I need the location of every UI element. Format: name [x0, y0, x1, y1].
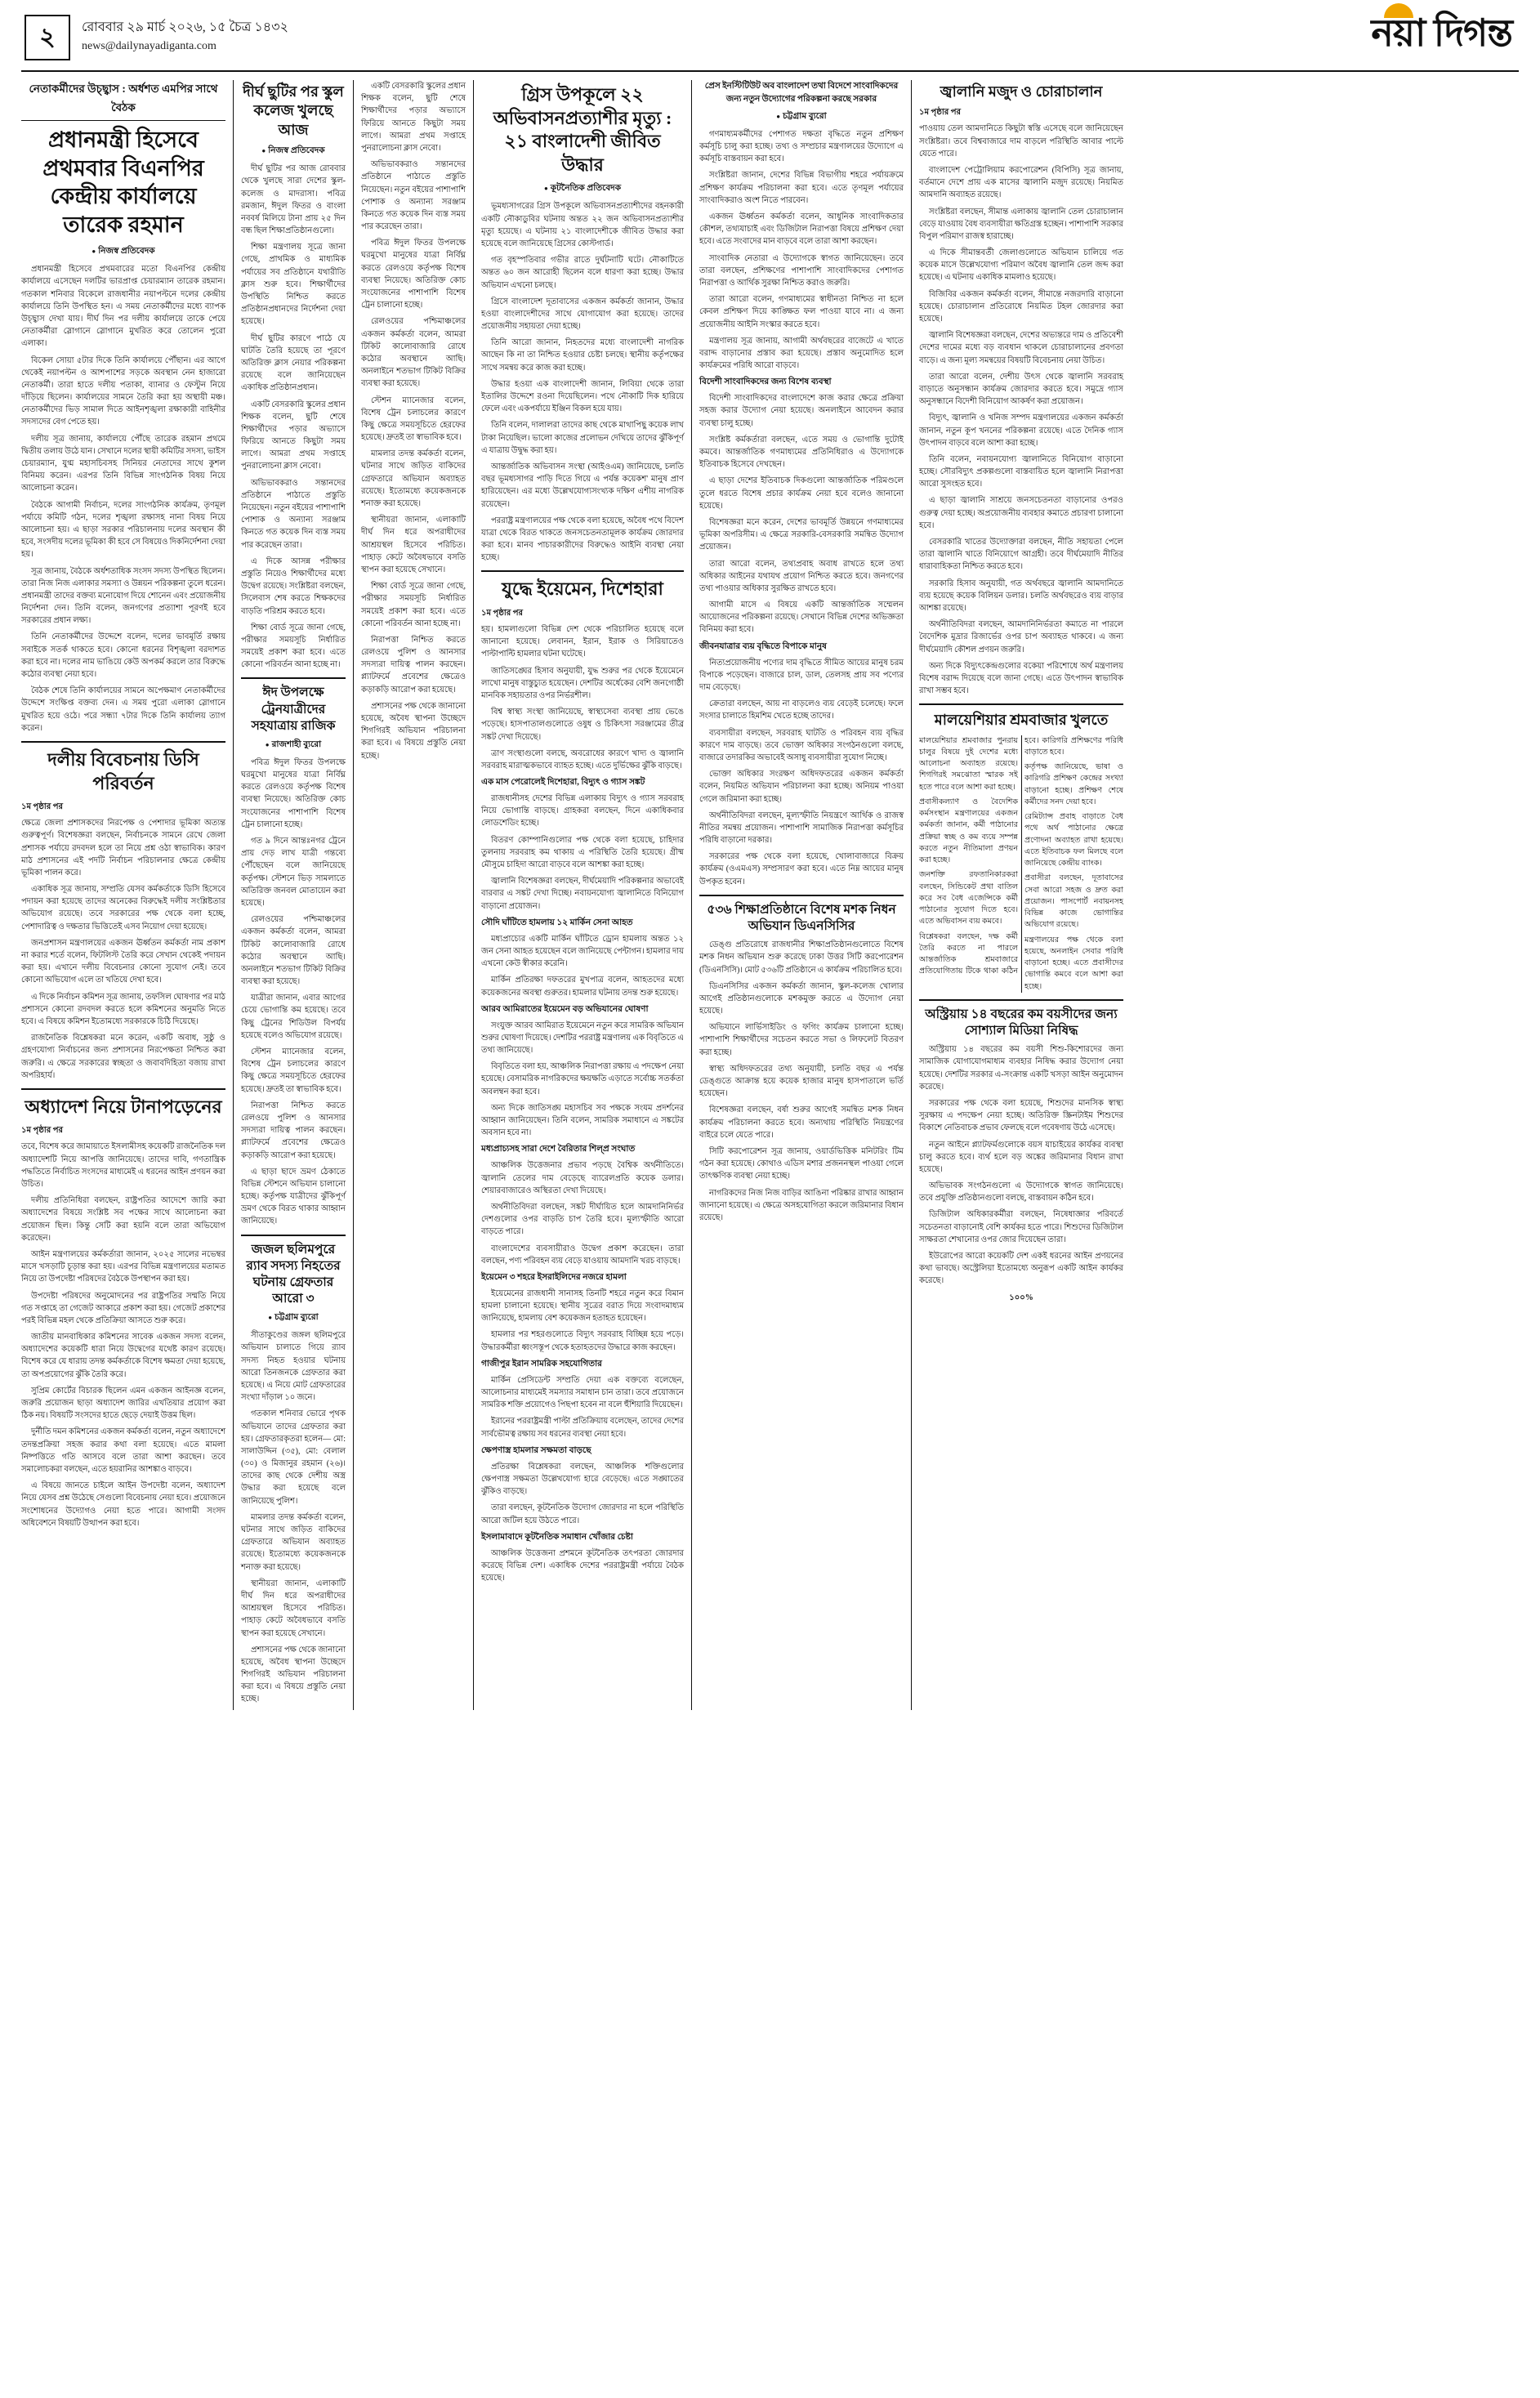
col4-sub-continuation: ১ম পৃষ্ঠার পর — [481, 609, 524, 618]
col2-sub1-para: এ ছাড়া ছাদে ভ্রমণ ঠেকাতে বিভিন্ন স্টেশনে অভিযান চালানো হচ্ছে। কর্তৃপক্ষ যাত্রীদের ঝুঁকিপূর্ণ ভ্রমণ থেকে বিরত থাকার আহ্বান জানিয়েছে। — [241, 1167, 346, 1226]
col5-para: গণমাধ্যমকর্মীদের পেশাগত দক্ষতা বৃদ্ধিতে নতুন প্রশিক্ষণ কর্মসূচি চালু করা হচ্ছে। তথ্য ও সম্প্রচার মন্ত্রণালয়ের উদ্যোগে এ কর্মসূচি বাস্তবায়ন করা হবে। — [699, 129, 904, 164]
col2-para: শিক্ষা বোর্ড সূত্রে জানা গেছে, পরীক্ষার সময়সূচি নির্ধারিত সময়েই প্রকাশ করা হবে। এতে কোনো পরিবর্তন আনা হচ্ছে না। — [241, 623, 346, 670]
col6-sub-para: বিশ্লেষকরা বলছেন, দক্ষ কর্মী তৈরি করতে না পারলে আন্তর্জাতিক শ্রমবাজারে প্রতিযোগিতায় টিকে থাকা কঠিন হবে। কারিগরি প্রশিক্ষণের পরিধি বাড়াতে হবে। — [919, 736, 1123, 976]
col6-bottom-para: নতুন আইনে প্ল্যাটফর্মগুলোকে বয়স যাচাইয়ের কার্যকর ব্যবস্থা চালু করতে হবে। ব্যর্থ হলে বড় অঙ্কের জরিমানার বিধান রাখা হয়েছে। — [919, 1140, 1123, 1174]
col6-para: বিজিবির একজন কর্মকর্তা বলেন, সীমান্তে নজরদারি বাড়ানো হয়েছে। চোরাচালান প্রতিরোধে নিয়মিত টহল জোরদার করা হয়েছে। — [919, 289, 1123, 324]
col1-sub2-continuation: ১ম পৃষ্ঠার পর — [21, 1126, 64, 1136]
col6-para: তিনি বলেন, নবায়নযোগ্য জ্বালানিতে বিনিয়োগ বাড়ানো হচ্ছে। সৌরবিদ্যুৎ প্রকল্পগুলো বাস্তবায়িত হলে জ্বালানি নিরাপত্তা আরো সুসংহত হবে। — [919, 454, 1123, 489]
col4-mid-sub5: ইয়েমেন ৩ শহরে ইসরাইলিদের নজরে হামলা — [481, 1272, 627, 1282]
col2-para: এ দিকে আসন্ন পরীক্ষার প্রস্তুতি নিয়েও শিক্ষার্থীদের মধ্যে উদ্বেগ রয়েছে। সংশ্লিষ্টরা বলছেন, সিলেবাস শেষ করতে শিক্ষকদের বাড়তি পরিশ্রম করতে হবে। — [241, 556, 346, 616]
col5-midsub2-para: নিত্যপ্রয়োজনীয় পণ্যের দাম বৃদ্ধিতে সীমিত আয়ের মানুষ চরম বিপাকে পড়েছেন। বাজারে চাল, ডাল, তেলসহ প্রায় সব পণ্যের দাম বেড়েছে। — [699, 658, 904, 693]
col2-sub1-para: নিরাপত্তা নিশ্চিত করতে রেলওয়ে পুলিশ ও আনসার সদস্যরা দায়িত্ব পালন করছেন। প্ল্যাটফর্মে প্রবেশের ক্ষেত্রেও কড়াকড়ি আরোপ করা হয়েছে। — [241, 1101, 346, 1160]
col5-divider — [699, 895, 904, 896]
column-5 — [699, 80, 904, 1710]
col5-bottom-para: নাগরিকদের নিজ নিজ বাড়ির আঙিনা পরিষ্কার রাখার আহ্বান জানানো হয়েছে। এ ক্ষেত্রে অসহযোগিতা করলে জরিমানার বিধান রয়েছে। — [699, 1188, 904, 1222]
col1-para: তিনি নেতাকর্মীদের উদ্দেশে বলেন, দলের ভাবমূর্তি রক্ষায় সবাইকে সতর্ক থাকতে হবে। কোনো ধরনের বিশৃঙ্খলা বরদাশত করা হবে না। দলের নাম ভাঙিয়ে কেউ অপকর্ম করলে তার বিরুদ্ধে কঠোর ব্যবস্থা নেয়া হবে। — [21, 632, 225, 679]
col5-midsub1-para: সংশ্লিষ্ট কর্মকর্তারা বলছেন, এতে সময় ও ভোগান্তি দুটোই কমবে। আন্তর্জাতিক গণমাধ্যমের প্রতিনিধিরাও এ উদ্যোগকে ইতিবাচক হিসেবে দেখছেন। — [699, 435, 904, 470]
col5-midsub2-para: ক্রেতারা বলছেন, আয় না বাড়লেও ব্যয় বেড়েই চলেছে। ফলে সংসার চালাতে হিমশিম খেতে হচ্ছে তাদের। — [699, 699, 904, 721]
col5-midsub1-para: এ ছাড়া দেশের ইতিবাচক দিকগুলো আন্তর্জাতিক পরিমণ্ডলে তুলে ধরতে বিশেষ প্রচার কার্যক্রম নেয়া হবে বলেও জানানো হয়েছে। — [699, 476, 904, 511]
col6-para: জ্বালানি বিশেষজ্ঞরা বলছেন, দেশের অভ্যন্তরে দাম ও প্রতিবেশী দেশের দামের মধ্যে বড় ব্যবধান থাকলে চোরাচালানের প্রবণতা বাড়ে। এ জন্য মূল্য সমন্বয়ের বিষয়টি বিবেচনায় নেয়া উচিত। — [919, 331, 1123, 365]
col6-para: বেসরকারি খাতের উদ্যোক্তারা বলছেন, নীতি সহায়তা পেলে তারা জ্বালানি খাতে বিনিয়োগে আগ্রহী। তবে দীর্ঘমেয়াদি নীতির ধারাবাহিকতা নিশ্চিত করতে হবে। — [919, 538, 1123, 572]
masthead — [0, 0, 1540, 65]
col1-sub2-para: তবে, বিশেষ করে জামায়াতে ইসলামীসহ কয়েকটি রাজনৈতিক দল অধ্যাদেশটি নিয়ে আপত্তি জানিয়েছে। তাদের দাবি, গণতান্ত্রিক পদ্ধতিতে নির্বাচিত সংসদের মাধ্যমেই এ ধরনের আইন প্রণয়ন করা উচিত। — [21, 1142, 225, 1190]
col5-bottom-para: বিশেষজ্ঞরা বলছেন, বর্ষা শুরুর আগেই সমন্বিত মশক নিধন কার্যক্রম পরিচালনা করতে হবে। অন্যথায় পরিস্থিতি নিয়ন্ত্রণের বাইরে চলে যেতে পারে। — [699, 1105, 904, 1140]
col3-spill-para: মামলার তদন্ত কর্মকর্তা বলেন, ঘটনার সাথে জড়িত বাকিদের গ্রেফতারে অভিযান অব্যাহত রয়েছে। ইতোমধ্যে কয়েকজনকে শনাক্ত করা হয়েছে। — [361, 449, 466, 508]
col6-sub-headline: মালয়েশিয়ার শ্রমবাজার খুলতে — [934, 712, 1109, 729]
col6-sub-para: মালয়েশিয়ার শ্রমবাজার পুনরায় চালুর বিষয়ে দুই দেশের মধ্যে আলোচনা অব্যাহত রয়েছে। শিগগিরই সমঝোতা স্মারক সই হতে পারে বলে আশা করা হচ্ছে। — [919, 736, 1018, 792]
col4-midsub1-para: রাজধানীসহ দেশের বিভিন্ন এলাকায় বিদ্যুৎ ও গ্যাস সরবরাহ নিয়ে ভোগান্তি বাড়ছে। গ্রাহকরা বলছেন, দিনে একাধিকবার লোডশেডিং হচ্ছে। — [481, 794, 684, 828]
col4-sub-para: ত্রাণ সংস্থাগুলো বলছে, অবরোধের কারণে খাদ্য ও জ্বালানি সরবরাহ মারাত্মকভাবে ব্যাহত হচ্ছে। এতে দুর্ভিক্ষের ঝুঁকি বাড়ছে। — [481, 748, 684, 770]
col4-para: ভূমধ্যসাগরের গ্রিস উপকূলে অভিবাসনপ্রত্যাশীদের বহনকারী একটি নৌকাডুবির ঘটনায় অন্তত ২২ জন অভিবাসনপ্রত্যাশীর মৃত্যু হয়েছে। এ ঘটনায় ২১ বাংলাদেশীকে জীবিত উদ্ধার করা হয়েছে বলে জানিয়েছে গ্রিসের কোস্টগার্ড। — [481, 202, 684, 248]
column-6 — [919, 80, 1123, 1710]
col6-divider-2 — [919, 999, 1123, 1001]
col1-para: সূত্র জানায়, বৈঠকে অর্ধশতাধিক সংসদ সদস্য উপস্থিত ছিলেন। তারা নিজ নিজ এলাকার সমস্যা ও উন্নয়ন পরিকল্পনা তুলে ধরেন। প্রধানমন্ত্রী তাদের বক্তব্য মনোযোগ দিয়ে শোনেন এবং প্রয়োজনীয় নির্দেশনা দেন। তিনি বলেন, জনগণের প্রত্যাশা পূরণই হবে সরকারের প্রধান লক্ষ্য। — [21, 566, 225, 626]
col4-midsub3-para: সংযুক্ত আরব আমিরাত ইয়েমেনে নতুন করে সামরিক অভিযান শুরুর ঘোষণা দিয়েছে। দেশটির পররাষ্ট্র মন্ত্রণালয় এক বিবৃতিতে এ তথ্য জানিয়েছে। — [481, 1020, 684, 1056]
col1-divider-2 — [21, 1088, 225, 1090]
col4-midsub3-para: অন্য দিকে জাতিসঙ্ঘ মহাসচিব সব পক্ষকে সংযম প্রদর্শনের আহ্বান জানিয়েছেন। তিনি বলেন, সামরিক সমাধানে এ সঙ্কটের অবসান হবে না। — [481, 1103, 684, 1138]
col5-para: সংশ্লিষ্টরা জানান, দেশের বিভিন্ন বিভাগীয় শহরে পর্যায়ক্রমে প্রশিক্ষণ কার্যক্রম পরিচালনা করা হবে। এতে তৃণমূল পর্যায়ের সাংবাদিকরাও অংশ নিতে পারবেন। — [699, 171, 904, 205]
col1-sub1-para: এ দিকে নির্বাচন কমিশন সূত্র জানায়, তফসিল ঘোষণার পর মাঠ প্রশাসনে কোনো রদবদল করতে হলে কমিশনের অনুমতি নিতে হবে। এ বিষয়ে কমিশন ইতোমধ্যে সরকারকে চিঠি দিয়েছে। — [21, 992, 225, 1026]
column-rule — [691, 80, 692, 1710]
col4-midsub7-para: তারা বলছেন, কূটনৈতিক উদ্যোগ জোরদার না হলে পরিস্থিতি আরো জটিল হয়ে উঠতে পারে। — [481, 1503, 684, 1525]
column-rule — [911, 80, 912, 1710]
col6-percent: ১০০% — [1009, 1293, 1033, 1302]
col6-continuation: ১ম পৃষ্ঠার পর — [919, 108, 962, 118]
col5-midsub2-para: সরকারের পক্ষ থেকে বলা হয়েছে, খোলাবাজারে বিক্রয় কার্যক্রম (ওএমএস) সম্প্রসারণ করা হবে। এতে নিম্ন আয়ের মানুষ উপকৃত হবেন। — [699, 852, 904, 886]
col5-mid-sub2: জীবনযাত্রার ব্যয় বৃদ্ধিতে বিপাকে মানুষ — [699, 641, 827, 651]
col4-midsub7-para: প্রতিরক্ষা বিশ্লেষকরা বলছেন, আঞ্চলিক শক্তিগুলোর ক্ষেপণাস্ত্র সক্ষমতা উল্লেখযোগ্য হারে বেড়েছে। এতে সঙ্ঘাতের ঝুঁকিও বাড়ছে। — [481, 1462, 684, 1497]
col1-sub2-headline: অধ্যাদেশ নিয়ে টানাপড়েনের — [25, 1096, 222, 1117]
col4-midsub5-para: ইয়েমেনের রাজধানী সানাসহ তিনটি শহরে নতুন করে বিমান হামলা চালানো হয়েছে। স্থানীয় সূত্রের বরাত দিয়ে সংবাদমাধ্যম জানিয়েছে, হামলায় বেশ কয়েকজন হতাহত হয়েছেন। — [481, 1288, 684, 1324]
col5-bottom-para: ডেঙ্গু প্রতিরোধে রাজধানীর শিক্ষাপ্রতিষ্ঠানগুলোতে বিশেষ মশক নিধন অভিযান শুরু করেছে ঢাকা উত্তর সিটি করপোরেশন (ডিএনসিসি)। মোট ৫৩৬টি প্রতিষ্ঠানে এ কার্যক্রম পরিচালিত হবে। — [699, 940, 904, 975]
col6-bottom-para: ডিজিটাল অধিকারকর্মীরা বলছেন, নিষেধাজ্ঞার পরিবর্তে সচেতনতা বাড়ানোই বেশি কার্যকর হতে পারে। শিশুদের ডিজিটাল সাক্ষরতা শেখানোর ওপর জোর দিয়েছেন তারা। — [919, 1210, 1123, 1244]
col2-headline: দীর্ঘ ছুটির পর স্কুল কলেজ খুলছে আজ — [243, 83, 344, 138]
col6-sub-para: প্রবাসীরা বলছেন, দূতাবাসের সেবা আরো সহজ ও দ্রুত করা প্রয়োজন। পাসপোর্ট নবায়নসহ বিভিন্ন কাজে ভোগান্তির অভিযোগ রয়েছে। — [1024, 874, 1123, 930]
col1-sub2-para: উপদেষ্টা পরিষদের অনুমোদনের পর রাষ্ট্রপতির সম্মতি নিয়ে গত সপ্তাহে তা গেজেট আকারে প্রকাশ করা হয়। গেজেট প্রকাশের পরই বিভিন্ন মহল থেকে প্রতিক্রিয়া আসতে শুরু করে। — [21, 1291, 225, 1325]
col2-sub1-headline: ঈদ উপলক্ষে ট্রেনযাত্রীদের সহযাত্রায় রাজিক — [251, 685, 336, 733]
col3-spill-para: শিক্ষা বোর্ড সূত্রে জানা গেছে, পরীক্ষার সময়সূচি নির্ধারিত সময়েই প্রকাশ করা হবে। এতে কোনো পরিবর্তন আনা হচ্ছে না। — [361, 582, 466, 628]
col2-sub2-para: মামলার তদন্ত কর্মকর্তা বলেন, ঘটনার সাথে জড়িত বাকিদের গ্রেফতারে অভিযান অব্যাহত রয়েছে। ইতোমধ্যে কয়েকজনকে শনাক্ত করা হয়েছে। — [241, 1512, 346, 1572]
col1-sub1-para: জনপ্রশাসন মন্ত্রণালয়ের একজন ঊর্ধ্বতন কর্মকর্তা নাম প্রকাশ না করার শর্তে বলেন, ফিটলিস্ট তৈরি করে সেখান থেকেই পদায়ন করা হয়। এখানে দলীয় বিবেচনার কোনো সুযোগ নেই। তবে কোনো অভিযোগ এলে তা খতিয়ে দেখা হবে। — [21, 938, 225, 985]
column-rule — [353, 80, 354, 1710]
masthead-left — [25, 15, 288, 60]
col2-sub1-para: যাত্রীরা জানান, এবার আগের চেয়ে ভোগান্তি কম হয়েছে। তবে কিছু ট্রেনের শিডিউল বিপর্যয় হয়েছে বলেও অভিযোগ রয়েছে। — [241, 994, 346, 1040]
col4-bottom-sub: ইসলামাবাদে কূটনৈতিক সমাধান খোঁজার চেষ্টা — [481, 1532, 633, 1542]
col2-sub1-para: স্টেশন ম্যানেজার বলেন, বিশেষ ট্রেন চলাচলের কারণে কিছু ক্ষেত্রে সময়সূচিতে হেরফের হয়েছে। দ্রুতই তা স্বাভাবিক হবে। — [241, 1047, 346, 1094]
col2-para: একটি বেসরকারি স্কুলের প্রধান শিক্ষক বলেন, ছুটি শেষে শিক্ষার্থীদের পড়ার অভ্যাসে ফিরিয়ে আনতে কিছুটা সময় লাগে। আমরা প্রথম সপ্তাহে পুনরালোচনা ক্লাস নেবো। — [241, 400, 346, 471]
col1-sub1-continuation: ১ম পৃষ্ঠার পর — [21, 802, 64, 812]
col6-para: সরকারি হিসাব অনুযায়ী, গত অর্থবছরে জ্বালানি আমদানিতে ব্যয় হয়েছে কয়েক বিলিয়ন ডলার। চলতি অর্থবছরেও ব্যয় বাড়ার আশঙ্কা রয়েছে। — [919, 578, 1123, 613]
col5-para: মন্ত্রণালয় সূত্র জানায়, আগামী অর্থবছরের বাজেটে এ খাতে বরাদ্দ বাড়ানোর প্রস্তাব করা হয়েছে। প্রস্তাব অনুমোদিত হলে কার্যক্রমের পরিধি আরো বাড়বে। — [699, 336, 904, 371]
col5-para: তারা আরো বলেন, গণমাধ্যমের স্বাধীনতা নিশ্চিত না হলে কেবল প্রশিক্ষণ দিয়ে কাঙ্ক্ষিত ফল পাওয়া যাবে না। এ জন্য প্রয়োজনীয় আইনি সংস্কার করতে হবে। — [699, 295, 904, 329]
contact-email: news@dailynayadiganta.com — [82, 40, 216, 52]
col5-top-para: প্রেস ইনস্টিটিউট অব বাংলাদেশ তথা বিদেশে সাংবাদিকদের জন্য নতুন উদ্যোগের পরিকল্পনা করছে সরকার — [704, 82, 899, 104]
col5-midsub1-para: তারা আরো বলেন, তথ্যপ্রবাহ অবাধ রাখতে হলে তথ্য অধিকার আইনের যথাযথ প্রয়োগ নিশ্চিত করতে হবে। জনগণের তথ্য পাওয়ার অধিকার সুরক্ষিত রাখতে হবে। — [699, 559, 904, 593]
col4-para: গত বৃহস্পতিবার গভীর রাতে দুর্ঘটনাটি ঘটে। নৌকাটিতে অন্তত ৬০ জন আরোহী ছিলেন বলে ধারণা করা হচ্ছে। উদ্ধার অভিযান এখনো চলছে। — [481, 256, 684, 290]
col6-sub-twocol — [919, 735, 1123, 993]
col6-bottom-headline: অস্ট্রিয়ায় ১৪ বছরের কম বয়সীদের জন্য সোশ্যাল মিডিয়া নিষিদ্ধ — [925, 1007, 1118, 1038]
col4-midsub4-para: বাংলাদেশের ব্যবসায়ীরাও উদ্বেগ প্রকাশ করেছেন। তারা বলছেন, পণ্য পরিবহন ব্যয় বেড়ে যাওয়ায় আমদানি খরচ বাড়ছে। — [481, 1244, 684, 1266]
col1-para: প্রধানমন্ত্রী হিসেবে প্রথমবারের মতো বিএনপির কেন্দ্রীয় কার্যালয়ে এসেছেন দলটির ভারপ্রাপ্ত চেয়ারম্যান তারেক রহমান। গতকাল শনিবার বিকেলে রাজধানীর নয়াপল্টনে দলের কেন্দ্রীয় কার্যালয়ে তিনি উপস্থিত হন। এ সময় নেতাকর্মীদের মধ্যে ব্যাপক উচ্ছ্বাস দেখা যায়। দীর্ঘ দিন পর দলীয় কার্যালয়ে তাকে পেয়ে নেতাকর্মীরা স্লোগানে স্লোগানে মুখরিত করে তোলেন পুরো এলাকা। — [21, 265, 225, 349]
col4-midsub3-para: বিবৃতিতে বলা হয়, আঞ্চলিক নিরাপত্তা রক্ষায় এ পদক্ষেপ নেয়া হয়েছে। বেসামরিক নাগরিকদের ক্ষয়ক্ষতি এড়াতে সর্বোচ্চ সতর্কতা অবলম্বন করা হবে। — [481, 1062, 684, 1096]
page-number: ২ — [25, 15, 70, 60]
col4-para: উদ্ধার হওয়া এক বাংলাদেশী জানান, লিবিয়া থেকে তারা ইতালির উদ্দেশে রওনা দিয়েছিলেন। পথে নৌকাটি দিক হারিয়ে ফেলে এবং একপর্যায়ে ইঞ্জিন বিকল হয়ে যায়। — [481, 379, 684, 414]
col1-sub1-para: একাধিক সূত্র জানায়, সম্প্রতি যেসব কর্মকর্তাকে ডিসি হিসেবে পদায়ন করা হয়েছে তাদের অনেকের বিরুদ্ধেই দলীয় সংশ্লিষ্টতার অভিযোগ রয়েছে। তবে সরকারের পক্ষ থেকে বলা হচ্ছে, পেশাদারিত্ব ও দক্ষতার ভিত্তিতেই এসব নিয়োগ দেয়া হয়েছে। — [21, 885, 225, 931]
col4-midsub6-para: মার্কিন প্রেসিডেন্ট সম্প্রতি দেয়া এক বক্তব্যে বলেছেন, আলোচনার মাধ্যমেই সমস্যার সমাধান চান তারা। তবে প্রয়োজনে সামরিক শক্তি প্রয়োগেও পিছপা হবেন না বলে হুঁশিয়ারি দিয়েছেন। — [481, 1375, 684, 1410]
column-1 — [21, 80, 225, 1710]
col3-spill-para: রেলওয়ের পশ্চিমাঞ্চলের একজন কর্মকর্তা বলেন, আমরা টিকিট কালোবাজারি রোধে কঠোর অবস্থানে আছি। অনলাইনে শতভাগ টিকিট বিক্রির ব্যবস্থা করা হয়েছে। — [361, 317, 466, 389]
col6-sub-para: প্রবাসীকল্যাণ ও বৈদেশিক কর্মসংস্থান মন্ত্রণালয়ের একজন কর্মকর্তা জানান, কর্মী পাঠানোর প্রক্রিয়া স্বচ্ছ ও কম ব্যয়ে সম্পন্ন করতে নতুন নীতিমালা প্রণয়ন করা হচ্ছে। — [919, 797, 1018, 865]
col1-kicker: নেতাকর্মীদের উচ্ছ্বাস : অর্ধশত এমপির সাথে বৈঠক — [21, 80, 225, 121]
col2-divider-2 — [241, 1235, 346, 1236]
col3-spill-para: পবিত্র ঈদুল ফিতর উপলক্ষে ঘরমুখো মানুষের যাত্রা নির্বিঘ্ন করতে রেলওয়ে কর্তৃপক্ষ বিশেষ ব্যবস্থা নিয়েছে। অতিরিক্ত কোচ সংযোজনের পাশাপাশি বিশেষ ট্রেন চালানো হচ্ছে। — [361, 239, 466, 310]
col5-midsub2-para: ব্যবসায়ীরা বলছেন, সরবরাহ ঘাটতি ও পরিবহন ব্যয় বৃদ্ধির কারণে দাম বাড়ছে। তবে ভোক্তা অধিকার সংগঠনগুলো বলছে, বাজারে তদারকির অভাবেই অসাধু ব্যবসায়ীরা সুযোগ নিচ্ছে। — [699, 728, 904, 762]
col4-bottom-para: আঞ্চলিক উত্তেজনা প্রশমনে কূটনৈতিক তৎপরতা জোরদার করেছে বিভিন্ন দেশ। একাধিক দেশের পররাষ্ট্রমন্ত্রী পর্যায়ে বৈঠক হয়েছে। — [481, 1548, 684, 1583]
col1-sub2-para: দুর্নীতি দমন কমিশনের একজন কর্মকর্তা বলেন, নতুন অধ্যাদেশে তদন্তপ্রক্রিয়া সহজ করার কথা বলা হয়েছে। এতে মামলা নিষ্পত্তিতে গতি আসবে বলে তারা আশা করছেন। তবে সমালোচকরা বলছেন, এতে হয়রানির আশঙ্কাও বাড়বে। — [21, 1427, 225, 1474]
column-rule — [473, 80, 474, 1710]
col3-spill-para: স্টেশন ম্যানেজার বলেন, বিশেষ ট্রেন চলাচলের কারণে কিছু ক্ষেত্রে সময়সূচিতে হেরফের হয়েছে। দ্রুতই তা স্বাভাবিক হবে। — [361, 395, 466, 443]
col4-para: পররাষ্ট্র মন্ত্রণালয়ের পক্ষ থেকে বলা হয়েছে, অবৈধ পথে বিদেশ যাত্রা থেকে বিরত থাকতে জনসচেতনতামূলক কার্যক্রম জোরদার করা হবে। মানব পাচারকারীদের বিরুদ্ধেও আইনি ব্যবস্থা নেয়া হচ্ছে। — [481, 516, 684, 563]
dateline-block — [82, 15, 288, 55]
col4-mid-sub3: আরব আমিরাতের ইয়েমেন বড় অভিযানের ঘোষণা — [481, 1004, 649, 1014]
col6-para: এ দিকে সীমান্তবর্তী জেলাগুলোতে অভিযান চালিয়ে গত কয়েক মাসে উল্লেখযোগ্য পরিমাণ অবৈধ জ্বালানি তেল জব্দ করা হয়েছে। এ ঘটনায় একাধিক মামলাও হয়েছে। — [919, 248, 1123, 283]
col6-bottom-para: সরকারের পক্ষ থেকে বলা হয়েছে, শিশুদের মানসিক স্বাস্থ্য সুরক্ষায় এ পদক্ষেপ নেয়া হচ্ছে। অতিরিক্ত স্ক্রিনটাইম শিশুদের বিকাশে নেতিবাচক প্রভাব ফেলছে বলে গবেষণায় উঠে এসেছে। — [919, 1098, 1123, 1133]
column-4 — [481, 80, 684, 1710]
col1-byline: ● নিজস্ব প্রতিবেদক — [21, 245, 225, 259]
col4-mid-sub1: এক মাস পেরোলেই দিশেহারা, বিদ্যুৎ ও গ্যাস সঙ্কট — [481, 778, 645, 788]
col6-sub-para: রেমিট্যান্স প্রবাহ বাড়াতে বৈধ পথে অর্থ পাঠানোর ক্ষেত্রে প্রণোদনা অব্যাহত রাখা হয়েছে। এতে ইতিবাচক ফল মিলছে বলে জানিয়েছে কেন্দ্রীয় ব্যাংক। — [1024, 813, 1123, 869]
col1-headline: প্রধানমন্ত্রী হিসেবে প্রথমবার বিএনপির কেন্দ্রীয় কার্যালয়ে তারেক রহমান — [42, 127, 204, 237]
column-rule — [233, 80, 234, 1710]
col2-sub2-para: গতকাল শনিবার ভোরে পৃথক অভিযানে তাদের গ্রেফতার করা হয়। গ্রেফতারকৃতরা হলেন— মো: সালাউদ্দিন (৩৫), মো: বেলাল (৩০) ও মিজানুর রহমান (২৬)। তাদের কাছ থেকে দেশীয় অস্ত্র উদ্ধার করা হয়েছে বলে জানিয়েছে পুলিশ। — [241, 1409, 346, 1506]
newspaper-logo — [1371, 12, 1515, 54]
col4-mid-sub7: ক্ষেপণাস্ত্র হামলার সক্ষমতা বাড়ছে — [481, 1445, 591, 1455]
col4-midsub2-para: মার্কিন প্রতিরক্ষা দফতরের মুখপাত্র বলেন, আহতদের মধ্যে কয়েকজনের অবস্থা গুরুতর। হামলার ঘটনায় তদন্ত শুরু হয়েছে। — [481, 976, 684, 998]
col4-sub-para: জাতিসঙ্ঘের হিসাব অনুযায়ী, যুদ্ধ শুরুর পর থেকে ইয়েমেনে লাখো মানুষ বাস্তুচ্যুত হয়েছেন। দেশটির অর্ধেকের বেশি জনগোষ্ঠী মানবিক সহায়তার ওপর নির্ভরশীল। — [481, 666, 684, 700]
col4-midsub6-para: ইরানের পররাষ্ট্রমন্ত্রী পাল্টা প্রতিক্রিয়ায় বলেছেন, তাদের দেশের সার্বভৌমত্ব রক্ষায় সব ধরনের ব্যবস্থা নেয়া হবে। — [481, 1417, 684, 1439]
col1-sub1-headline: দলীয় বিবেচনায় ডিসি পরিবর্তন — [47, 748, 199, 793]
col4-sub-para: হয়। হামলাগুলো বিভিন্ন দেশ থেকে পরিচালিত হয়েছে বলে জানানো হয়েছে। লেবানন, ইরান, ইরাক ও সিরিয়াতেও পাল্টাপাল্টি হামলার ঘটনা ঘটেছে। — [481, 625, 684, 659]
col2-para: দীর্ঘ ছুটির পর আজ রোববার থেকে খুলছে সারা দেশের স্কুল-কলেজ ও মাদরাসা। পবিত্র রমজান, ঈদুল ফিতর ও বাংলা নববর্ষ মিলিয়ে টানা প্রায় ২৫ দিন বন্ধ ছিল শিক্ষাপ্রতিষ্ঠানগুলো। — [241, 164, 346, 236]
col5-bottom-para: ডিএনসিসির একজন কর্মকর্তা জানান, স্কুল-কলেজ খোলার আগেই প্রতিষ্ঠানগুলোকে মশকমুক্ত করতে এ উদ্যোগ নেয়া হয়েছে। — [699, 981, 904, 1016]
col4-midsub2-para: মধ্যপ্রাচ্যের একটি মার্কিন ঘাঁটিতে ড্রোন হামলায় অন্তত ১২ জন সেনা আহত হয়েছেন বলে জানিয়েছে পেন্টাগন। হামলার দায় এখনো কেউ স্বীকার করেনি। — [481, 934, 684, 969]
col1-para: বৈঠক শেষে তিনি কার্যালয়ের সামনে অপেক্ষমাণ নেতাকর্মীদের উদ্দেশে সংক্ষিপ্ত বক্তব্য দেন। এ সময় পুরো এলাকা স্লোগানে মুখরিত হয়ে ওঠে। পরে সন্ধ্যা ৭টার দিকে তিনি কার্যালয় ত্যাগ করেন। — [21, 686, 225, 733]
col4-midsub4-para: আঞ্চলিক উত্তেজনার প্রভাব পড়ছে বৈশ্বিক অর্থনীতিতে। জ্বালানি তেলের দাম বেড়েছে ব্যারেলপ্রতি কয়েক ডলার। শেয়ারবাজারেও অস্থিরতা দেখা দিয়েছে। — [481, 1161, 684, 1195]
col6-bottom-para: অস্ট্রিয়ায় ১৪ বছরের কম বয়সী শিশু-কিশোরদের জন্য সামাজিক যোগাযোগমাধ্যম ব্যবহার নিষিদ্ধ করার উদ্যোগ নেয়া হয়েছে। দেশটির সরকার এ-সংক্রান্ত একটি খসড়া আইন অনুমোদন করেছে। — [919, 1045, 1123, 1092]
col6-para: অন্য দিকে বিদ্যুৎকেন্দ্রগুলোর বকেয়া পরিশোধে অর্থ মন্ত্রণালয় বিশেষ বরাদ্দ দিয়েছে বলে জানা গেছে। এতে উৎপাদন স্বাভাবিক রাখা সম্ভব হবে। — [919, 661, 1123, 696]
col5-bottom-headline: ৫৩৬ শিক্ষাপ্রতিষ্ঠানে বিশেষ মশক নিধন অভিযান ডিএনসিসির — [707, 902, 896, 933]
col6-bottom-para: অভিভাবক সংগঠনগুলো এ উদ্যোগকে স্বাগত জানিয়েছে। তবে প্রযুক্তি প্রতিষ্ঠানগুলো বলছে, বাস্তবায়ন কঠিন হবে। — [919, 1181, 1123, 1203]
col4-para: তিনি আরো জানান, নিহতদের মধ্যে বাংলাদেশী নাগরিক আছেন কি না তা নিশ্চিত হওয়ার চেষ্টা চলছে। স্থানীয় কর্তৃপক্ষের সাথে সমন্বয় করে কাজ করা হচ্ছে। — [481, 338, 684, 373]
col6-headline: জ্বালানি মজুদ ও চোরাচালান — [940, 83, 1103, 100]
col6-para: তারা আরো বলেন, দেশীয় উৎস থেকে জ্বালানি সরবরাহ বাড়াতে অনুসন্ধান কার্যক্রম জোরদার করতে হবে। সমুদ্রে গ্যাস অনুসন্ধানে বিদেশী বিনিয়োগ আকর্ষণ করা প্রয়োজন। — [919, 372, 1123, 407]
col6-bottom-para: ইউরোপের আরো কয়েকটি দেশ একই ধরনের আইন প্রণয়নের কথা ভাবছে। অস্ট্রেলিয়া ইতোমধ্যে অনুরূপ একটি আইন কার্যকর করেছে। — [919, 1252, 1123, 1286]
col6-para: সংশ্লিষ্টরা বলছেন, সীমান্ত এলাকায় জ্বালানি তেল চোরাচালান বেড়ে যাওয়ায় বৈধ ব্যবসায়ীরা ক্ষতিগ্রস্ত হচ্ছেন। পাশাপাশি সরকার বিপুল পরিমাণ রাজস্ব হারাচ্ছে। — [919, 207, 1123, 241]
col1-sub2-para: দলীয় প্রতিনিধিরা বলছেন, রাষ্ট্রপতির আদেশে জারি করা অধ্যাদেশের বিষয়ে সংশ্লিষ্ট সব পক্ষের সাথে আলোচনা করা প্রয়োজন ছিল। কিন্তু সেটি করা হয়নি বলে তারা অভিযোগ করেছেন। — [21, 1196, 225, 1243]
col6-para: পাওয়ায় তেল আমদানিতে কিছুটা স্বস্তি এসেছে বলে জানিয়েছেন সংশ্লিষ্টরা। তবে বিশ্ববাজারে দাম বাড়লে পরিস্থিতি আবার পাল্টে যেতে পারে। — [919, 124, 1123, 159]
col2-divider — [241, 677, 346, 679]
col4-para: গ্রিসে বাংলাদেশ দূতাবাসের একজন কর্মকর্তা জানান, উদ্ধার হওয়া বাংলাদেশীদের সাথে যোগাযোগ করা হয়েছে। তাদের প্রয়োজনীয় সহায়তা দেয়া হচ্ছে। — [481, 297, 684, 332]
col2-para: অভিভাবকরাও সন্তানদের প্রতিষ্ঠানে পাঠাতে প্রস্তুতি নিয়েছেন। নতুন বইয়ের পাশাপাশি পোশাক ও অন্যান্য সরঞ্জাম কিনতে গত কয়েক দিন ব্যস্ত সময় পার করেছেন তারা। — [241, 478, 346, 550]
col5-bottom-para: অভিযানে লার্ভিসাইডিং ও ফগিং কার্যক্রম চালানো হচ্ছে। পাশাপাশি শিক্ষার্থীদের সচেতন করতে সভা ও লিফলেট বিতরণ করা হচ্ছে। — [699, 1023, 904, 1057]
col2-sub2-para: প্রশাসনের পক্ষ থেকে জানানো হয়েছে, অবৈধ স্থাপনা উচ্ছেদে শিগগিরই অভিযান পরিচালনা করা হবে। এ বিষয়ে প্রস্তুতি নেয়া হচ্ছে। — [241, 1645, 346, 1704]
col3-spill-para: স্থানীয়রা জানান, এলাকাটি দীর্ঘ দিন ধরে অপরাধীদের আশ্রয়স্থল হিসেবে পরিচিত। পাহাড় কেটে অবৈধভাবে বসতি স্থাপন করা হয়েছে সেখানে। — [361, 516, 466, 574]
col6-sub-para: মন্ত্রণালয়ের পক্ষ থেকে বলা হয়েছে, অনলাইন সেবার পরিধি বাড়ানো হচ্ছে। এতে প্রবাসীদের ভোগান্তি কমবে বলে আশা করা হচ্ছে। — [1024, 936, 1123, 991]
col6-sub-para: কর্তৃপক্ষ জানিয়েছে, ভাষা ও কারিগরি প্রশিক্ষণ কেন্দ্রের সংখ্যা বাড়ানো হচ্ছে। প্রশিক্ষণ শেষে কর্মীদের সনদ দেয়া হবে। — [1024, 763, 1123, 806]
col6-para: বাংলাদেশ পেট্রোলিয়াম করপোরেশন (বিপিসি) সূত্র জানায়, বর্তমানে দেশে প্রায় এক মাসের জ্বালানি মজুদ রয়েছে। নিয়মিত আমদানি অব্যাহত রয়েছে। — [919, 165, 1123, 200]
col2-sub2-headline: জজল ছলিমপুরে র‌্যাব সদস্য নিহতের ঘটনায় গ্রেফতার আরো ৩ — [246, 1242, 341, 1306]
col4-divider — [481, 570, 684, 572]
col5-bottom-para: স্বাস্থ্য অধিদফতরের তথ্য অনুযায়ী, চলতি বছর এ পর্যন্ত ডেঙ্গুতে আক্রান্ত হয়ে কয়েক হাজার মানুষ হাসপাতালে ভর্তি হয়েছেন। — [699, 1064, 904, 1099]
col1-sub2-para: আইন মন্ত্রণালয়ের কর্মকর্তারা জানান, ২০২৫ সালের নভেম্বর মাসে খসড়াটি চূড়ান্ত করা হয়। এরপর বিভিন্ন মন্ত্রণালয়ের মতামত নিয়ে তা উপদেষ্টা পরিষদের বৈঠকে উপস্থাপন করা হয়। — [21, 1249, 225, 1284]
col6-para: বিদ্যুৎ, জ্বালানি ও খনিজ সম্পদ মন্ত্রণালয়ের একজন কর্মকর্তা জানান, নতুন কূপ খননের পরিকল্পনা রয়েছে। এতে দৈনিক গ্যাস উৎপাদন বাড়বে বলে আশা করা হচ্ছে। — [919, 413, 1123, 448]
col1-para: বৈঠকে আগামী নির্বাচন, দলের সাংগঠনিক কার্যক্রম, তৃণমূল পর্যায়ে কমিটি গঠন, দলের শৃঙ্খলা রক্ষাসহ নানা বিষয় নিয়ে আলোচনা হয়। এ ছাড়া সরকার পরিচালনায় দলের অবস্থান কী হবে, সংসদীয় দলের ভূমিকা কী হবে সে বিষয়েও দিকনির্দেশনা দেয়া হয়। — [21, 500, 225, 560]
logo-text: নয়া দিগন্ত — [1371, 12, 1512, 54]
col4-sub-headline: যুদ্ধে ইয়েমেন, দিশেহারা — [502, 578, 663, 600]
col2-sub2-para: স্থানীয়রা জানান, এলাকাটি দীর্ঘ দিন ধরে অপরাধীদের আশ্রয়স্থল হিসেবে পরিচিত। পাহাড় কেটে অবৈধভাবে বসতি স্থাপন করা হয়েছে সেখানে। — [241, 1579, 346, 1638]
col5-midsub1-para: বিদেশী সাংবাদিকদের বাংলাদেশে কাজ করার ক্ষেত্রে প্রক্রিয়া সহজ করার উদ্যোগ নেয়া হয়েছে। অনলাইনে আবেদন করার ব্যবস্থা চালু হচ্ছে। — [699, 394, 904, 428]
col5-bottom-para: সিটি করপোরেশন সূত্র জানায়, ওয়ার্ডভিত্তিক মনিটরিং টিম গঠন করা হয়েছে। কোথাও এডিস মশার প্রজননস্থল পাওয়া গেলে তাৎক্ষণিক ব্যবস্থা নেয়া হচ্ছে। — [699, 1146, 904, 1181]
col5-mid-sub1: বিদেশী সাংবাদিকদের জন্য বিশেষ ব্যবস্থা — [699, 377, 832, 387]
col2-para: শিক্ষা মন্ত্রণালয় সূত্রে জানা গেছে, প্রাথমিক ও মাধ্যমিক পর্যায়ের সব প্রতিষ্ঠানে যথারীতি ক্লাস শুরু হবে। শিক্ষার্থীদের উপস্থিতি নিশ্চিত করতে প্রতিষ্ঠানপ্রধানদের নির্দেশনা দেয়া হয়েছে। — [241, 243, 346, 327]
col6-divider — [919, 703, 1123, 705]
col6-para: এ ছাড়া জ্বালানি সাশ্রয়ে জনসচেতনতা বাড়ানোর ওপরও গুরুত্ব দেয়া হচ্ছে। অপ্রয়োজনীয় ব্যবহার কমাতে প্রচারণা চালানো হবে। — [919, 496, 1123, 530]
col2-sub2-byline: ● চট্টগ্রাম ব্যুরো — [241, 1311, 346, 1325]
col4-sub-para: বিশ্ব স্বাস্থ্য সংস্থা জানিয়েছে, স্বাস্থ্যসেবা ব্যবস্থা প্রায় ভেঙে পড়েছে। হাসপাতালগুলোতে ওষুধ ও চিকিৎসা সরঞ্জামের তীব্র সঙ্কট দেখা দিয়েছে। — [481, 708, 684, 742]
col4-para: আন্তর্জাতিক অভিবাসন সংস্থা (আইওএম) জানিয়েছে, চলতি বছর ভূমধ্যসাগর পাড়ি দিতে গিয়ে এ পর্যন্ত কয়েকশ' মানুষ প্রাণ হারিয়েছেন। এর মধ্যে উল্লেখযোগ্যসংখ্যক দক্ষিণ এশীয় নাগরিক রয়েছেন। — [481, 462, 684, 509]
col1-sub2-para: সুপ্রিম কোর্টের বিচারক ছিলেন এমন একজন আইনজ্ঞ বলেন, জরুরি প্রয়োজন ছাড়া অধ্যাদেশ জারির এখতিয়ার প্রয়োগ করা ঠিক নয়। বিষয়টি সংসদের হাতে ছেড়ে দেয়াই উত্তম ছিল। — [21, 1386, 225, 1421]
column-2 — [241, 80, 346, 1710]
col2-sub2-para: সীতাকুণ্ডের জঙ্গল ছলিমপুরে অভিযান চালাতে গিয়ে র‌্যাব সদস্য নিহত হওয়ার ঘটনায় আরো তিনজনকে গ্রেফতার করা হয়েছে। এ নিয়ে মোট গ্রেফতারের সংখ্যা দাঁড়াল ১০ জনে। — [241, 1331, 346, 1403]
col1-sub2-para: এ বিষয়ে জানতে চাইলে আইন উপদেষ্টা বলেন, অধ্যাদেশ নিয়ে যেসব প্রশ্ন উঠেছে সেগুলো বিবেচনায় নেয়া হবে। প্রয়োজনে সংশোধনের উদ্যোগও নেয়া হতে পারে। আগামী সংসদ অধিবেশনে বিষয়টি উত্থাপন করা হবে। — [21, 1481, 225, 1528]
col4-headline: গ্রিস উপকূলে ২২ অভিবাসনপ্রত্যাশীর মৃত্যু : ২১ বাংলাদেশী জীবিত উদ্ধার — [493, 84, 672, 175]
col4-mid-sub2: সৌদি ঘাঁটিতে হামলায় ১২ মার্কিন সেনা আহত — [481, 918, 633, 927]
col1-sub1-para: রাজনৈতিক বিশ্লেষকরা মনে করেন, একটি অবাধ, সুষ্ঠু ও গ্রহণযোগ্য নির্বাচনের জন্য প্রশাসনের নিরপেক্ষতা নিশ্চিত করা জরুরি। এ ক্ষেত্রে সরকারের স্বচ্ছতা ও জবাবদিহিতা বজায় রাখা অপরিহার্য। — [21, 1034, 225, 1080]
dateline: রোববার ২৯ মার্চ ২০২৬, ১৫ চৈত্র ১৪৩২ — [82, 20, 288, 34]
col2-sub1-para: গত ৯ দিনে আন্তঃনগর ট্রেনে প্রায় দেড় লাখ যাত্রী গন্তব্যে পৌঁছেছেন বলে জানিয়েছে কর্তৃপক্ষ। স্টেশনে ভিড় সামলাতে অতিরিক্ত জনবল মোতায়েন করা হয়েছে। — [241, 837, 346, 908]
col3-spill-para: অভিভাবকরাও সন্তানদের প্রতিষ্ঠানে পাঠাতে প্রস্তুতি নিয়েছেন। নতুন বইয়ের পাশাপাশি পোশাক ও অন্যান্য সরঞ্জাম কিনতে গত কয়েক দিন ব্যস্ত সময় পার করেছেন তারা। — [361, 160, 466, 232]
col1-sub2-para: জাতীয় মানবাধিকার কমিশনের সাবেক একজন সদস্য বলেন, অধ্যাদেশের কয়েকটি ধারা নিয়ে উদ্বেগের যথেষ্ট কারণ রয়েছে। বিশেষ করে যে ধারায় তদন্ত কর্মকর্তাকে বিশেষ ক্ষমতা দেয়া হয়েছে, তা অপপ্রয়োগের ঝুঁকি তৈরি করে। — [21, 1333, 225, 1379]
col4-midsub5-para: হামলার পর শহরগুলোতে বিদ্যুৎ সরবরাহ বিচ্ছিন্ন হয়ে পড়ে। উদ্ধারকর্মীরা ধ্বংসস্তূপ থেকে হতাহতদের উদ্ধারে কাজ করছেন। — [481, 1330, 684, 1352]
col1-para: দলীয় সূত্র জানায়, কার্যালয়ে পৌঁছে তারেক রহমান প্রথমে দ্বিতীয় তলায় উঠে যান। সেখানে দলের স্থায়ী কমিটির সদস্য, ভাইস চেয়ারম্যান, যুগ্ম মহাসচিবসহ সিনিয়র নেতাদের সাথে কুশল বিনিময় করেন। এরপর তিনি বিভিন্ন সাংগঠনিক বিষয় নিয়ে আলোচনা করেন। — [21, 434, 225, 493]
col1-sub1-para: ক্ষেত্রে জেলা প্রশাসকদের নিরপেক্ষ ও পেশাদার ভূমিকা অত্যন্ত গুরুত্বপূর্ণ। বিশেষজ্ঞরা বলছেন, নির্বাচনকে সামনে রেখে জেলা প্রশাসক পর্যায়ে রদবদল হলে তা নিয়ে প্রশ্ন ওঠা স্বাভাবিক। কারণ মাঠ প্রশাসনের এই পদটি নির্বাচন পরিচালনার ক্ষেত্রে কেন্দ্রীয় ভূমিকা পালন করে। — [21, 819, 225, 877]
col4-mid-sub6: গাজীপুর ইরান সামরিক সহযোগিতার — [481, 1359, 602, 1369]
col4-byline: ● কূটনৈতিক প্রতিবেদক — [481, 182, 684, 196]
col5-midsub1-para: বিশেষজ্ঞরা মনে করেন, দেশের ভাবমূর্তি উন্নয়নে গণমাধ্যমের ভূমিকা অপরিসীম। এ ক্ষেত্রে সরকারি-বেসরকারি সমন্বিত উদ্যোগ প্রয়োজন। — [699, 517, 904, 552]
col6-para: অর্থনীতিবিদরা বলছেন, আমদানিনির্ভরতা কমাতে না পারলে বৈদেশিক মুদ্রার রিজার্ভের ওপর চাপ অব্যাহত থাকবে। এ জন্য দীর্ঘমেয়াদি কৌশল প্রণয়ন জরুরি। — [919, 620, 1123, 654]
col5-para: একজন ঊর্ধ্বতন কর্মকর্তা বলেন, আধুনিক সাংবাদিকতার কৌশল, তথ্যযাচাই এবং ডিজিটাল নিরাপত্তা বিষয়ে প্রশিক্ষণ দেয়া হবে। এতে সংবাদের মান বাড়বে বলে তারা আশা করছেন। — [699, 212, 904, 247]
col2-para: দীর্ঘ ছুটির কারণে পাঠে যে ঘাটতি তৈরি হয়েছে তা পূরণে অতিরিক্ত ক্লাস নেয়ার পরিকল্পনা রয়েছে বলে জানিয়েছেন একাধিক প্রতিষ্ঠানপ্রধান। — [241, 333, 346, 393]
col5-byline: ● চট্টগ্রাম ব্যুরো — [699, 110, 904, 124]
col3-spill-para: নিরাপত্তা নিশ্চিত করতে রেলওয়ে পুলিশ ও আনসার সদস্যরা দায়িত্ব পালন করছেন। প্ল্যাটফর্মে প্রবেশের ক্ষেত্রেও কড়াকড়ি আরোপ করা হয়েছে। — [361, 635, 466, 694]
col1-divider — [21, 741, 225, 743]
col2-sub1-byline: ● রাজশাহী ব্যুরো — [241, 739, 346, 752]
col1-para: বিকেল সোয়া ৫টার দিকে তিনি কার্যালয়ে পৌঁছান। এর আগে থেকেই নয়াপল্টন ও আশপাশের সড়কে অবস্থান নেন হাজারো নেতাকর্মী। তারা হাতে দলীয় পতাকা, ব্যানার ও ফেস্টুন নিয়ে দাঁড়িয়ে ছিলেন। কার্যালয়ের সামনে তৈরি করা হয় অস্থায়ী মঞ্চ। নেতাকর্মীদের ভিড় সামাল দিতে আইনশৃঙ্খলা রক্ষাকারী বাহিনীর সদস্যদের বেগ পেতে হয়। — [21, 355, 225, 427]
col3-spill-para: একটি বেসরকারি স্কুলের প্রধান শিক্ষক বলেন, ছুটি শেষে শিক্ষার্থীদের পড়ার অভ্যাসে ফিরিয়ে আনতে কিছুটা সময় লাগে। আমরা প্রথম সপ্তাহে পুনরালোচনা ক্লাস নেবো। — [361, 82, 466, 153]
col2-byline: ● নিজস্ব প্রতিবেদক — [241, 145, 346, 159]
col2-sub1-para: রেলওয়ের পশ্চিমাঞ্চলের একজন কর্মকর্তা বলেন, আমরা টিকিট কালোবাজারি রোধে কঠোর অবস্থানে আছি। অনলাইনে শতভাগ টিকিট বিক্রির ব্যবস্থা করা হয়েছে। — [241, 915, 346, 987]
col4-midsub1-para: জ্বালানি বিশেষজ্ঞরা বলছেন, দীর্ঘমেয়াদি পরিকল্পনার অভাবেই বারবার এ সঙ্কট দেখা দিচ্ছে। নবায়নযোগ্য জ্বালানিতে বিনিয়োগ বাড়ানো প্রয়োজন। — [481, 877, 684, 911]
col5-midsub2-para: অর্থনীতিবিদরা বলছেন, মূল্যস্ফীতি নিয়ন্ত্রণে আর্থিক ও রাজস্ব নীতির সমন্বয় প্রয়োজন। পাশাপাশি সামাজিক নিরাপত্তা কর্মসূচির পরিধি বাড়ানো দরকার। — [699, 810, 904, 846]
col4-midsub4-para: অর্থনীতিবিদরা বলছেন, সঙ্কট দীর্ঘায়িত হলে আমদানিনির্ভর দেশগুলোর ওপর বাড়তি চাপ তৈরি হবে। মূল্যস্ফীতি আরো বাড়তে পারে। — [481, 1202, 684, 1237]
content-grid — [0, 72, 1540, 1735]
col4-mid-sub4: মধ্যপ্রাচ্যসহ সারা দেশে বৈরিতার শিল্প্র সংঘাত — [481, 1145, 636, 1154]
col4-para: তিনি বলেন, দালালরা তাদের কাছ থেকে মাথাপিছু কয়েক লাখ টাকা নিয়েছিল। ভালো কাজের প্রলোভন দেখিয়ে তাদের ঝুঁকিপূর্ণ এ যাত্রায় উদ্বুদ্ধ করা হয়। — [481, 421, 684, 455]
column-3 — [361, 80, 466, 1710]
col4-midsub1-para: বিতরণ কোম্পানিগুলোর পক্ষ থেকে বলা হয়েছে, চাহিদার তুলনায় সরবরাহ কম থাকায় এ পরিস্থিতি তৈরি হয়েছে। গ্রীষ্ম মৌসুমে চাহিদা আরো বাড়বে বলে আশঙ্কা করা হচ্ছে। — [481, 835, 684, 870]
col5-para: সাংবাদিক নেতারা এ উদ্যোগকে স্বাগত জানিয়েছেন। তবে তারা বলছেন, প্রশিক্ষণের পাশাপাশি সাংবাদিকদের পেশাগত নিরাপত্তা ও আর্থিক সুরক্ষা নিশ্চিত করাও জরুরি। — [699, 253, 904, 288]
col6-sub-para: জনশক্তি রফতানিকারকরা বলছেন, সিন্ডিকেট প্রথা বাতিল করে সব বৈধ এজেন্সিকে কর্মী পাঠানোর সুযোগ দিতে হবে। এতে অভিবাসন ব্যয় কমবে। — [919, 871, 1018, 927]
col5-midsub1-para: আগামী মাসে এ বিষয়ে একটি আন্তর্জাতিক সম্মেলন আয়োজনের পরিকল্পনা রয়েছে। সেখানে বিভিন্ন দেশের অভিজ্ঞতা বিনিময় করা হবে। — [699, 601, 904, 635]
col2-sub1-para: পবিত্র ঈদুল ফিতর উপলক্ষে ঘরমুখো মানুষের যাত্রা নির্বিঘ্ন করতে রেলওয়ে কর্তৃপক্ষ বিশেষ ব্যবস্থা নিয়েছে। অতিরিক্ত কোচ সংযোজনের পাশাপাশি বিশেষ ট্রেন চালানো হচ্ছে। — [241, 757, 346, 829]
col5-midsub2-para: ভোক্তা অধিকার সংরক্ষণ অধিদফতরের একজন কর্মকর্তা বলেন, নিয়মিত অভিযান পরিচালনা করা হচ্ছে। অনিয়ম পাওয়া গেলে জরিমানা করা হচ্ছে। — [699, 770, 904, 804]
col3-spill-para: প্রশাসনের পক্ষ থেকে জানানো হয়েছে, অবৈধ স্থাপনা উচ্ছেদে শিগগিরই অভিযান পরিচালনা করা হবে। এ বিষয়ে প্রস্তুতি নেয়া হচ্ছে। — [361, 701, 466, 761]
